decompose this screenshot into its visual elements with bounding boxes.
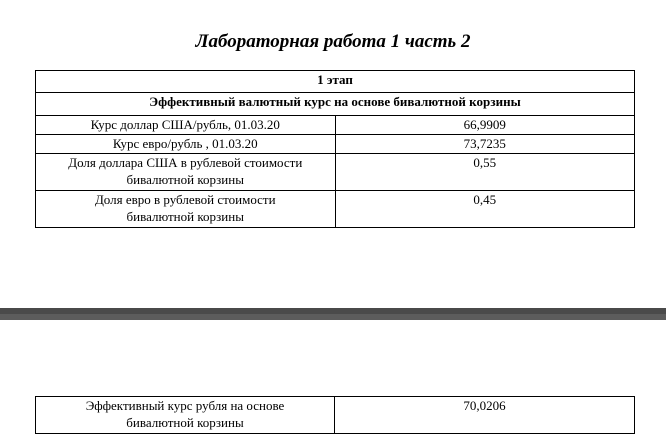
effective-rate-table (35, 396, 635, 434)
row-label-line: Эффективный курс рубля на основе (85, 398, 285, 413)
row-label-line: Доля евро в рублевой стоимости (94, 192, 276, 207)
table-heading: Эффективный валютный курс на основе бивалютной корзины (36, 93, 635, 116)
row-label-line: бивалютной корзины (126, 415, 244, 430)
page-separator (0, 308, 666, 320)
row-value: 66,9909 (335, 116, 635, 135)
exchange-rate-table (35, 70, 635, 228)
table-row (36, 71, 635, 93)
table-row (36, 397, 635, 434)
row-value: 0,45 (335, 191, 635, 228)
row-label-line: бивалютной корзины (126, 172, 244, 187)
document-title: Лабораторная работа 1 часть 2 (195, 31, 471, 52)
table-row (36, 93, 635, 116)
row-label-line: бивалютной корзины (126, 209, 244, 224)
row-label (36, 154, 336, 191)
row-value: 70,0206 (335, 397, 635, 434)
row-label (36, 397, 335, 434)
row-value: 0,55 (335, 154, 635, 191)
row-value: 73,7235 (335, 135, 635, 154)
stage-heading: 1 этап (36, 71, 635, 93)
row-label: Курс доллар США/рубль, 01.03.20 (36, 116, 336, 135)
row-label-line: Доля доллара США в рублевой стоимости (68, 155, 303, 170)
table-row (36, 116, 635, 135)
table-row (36, 135, 635, 154)
table-row (36, 154, 635, 191)
table-row (36, 191, 635, 228)
row-label (36, 191, 336, 228)
row-label: Курс евро/рубль , 01.03.20 (36, 135, 336, 154)
